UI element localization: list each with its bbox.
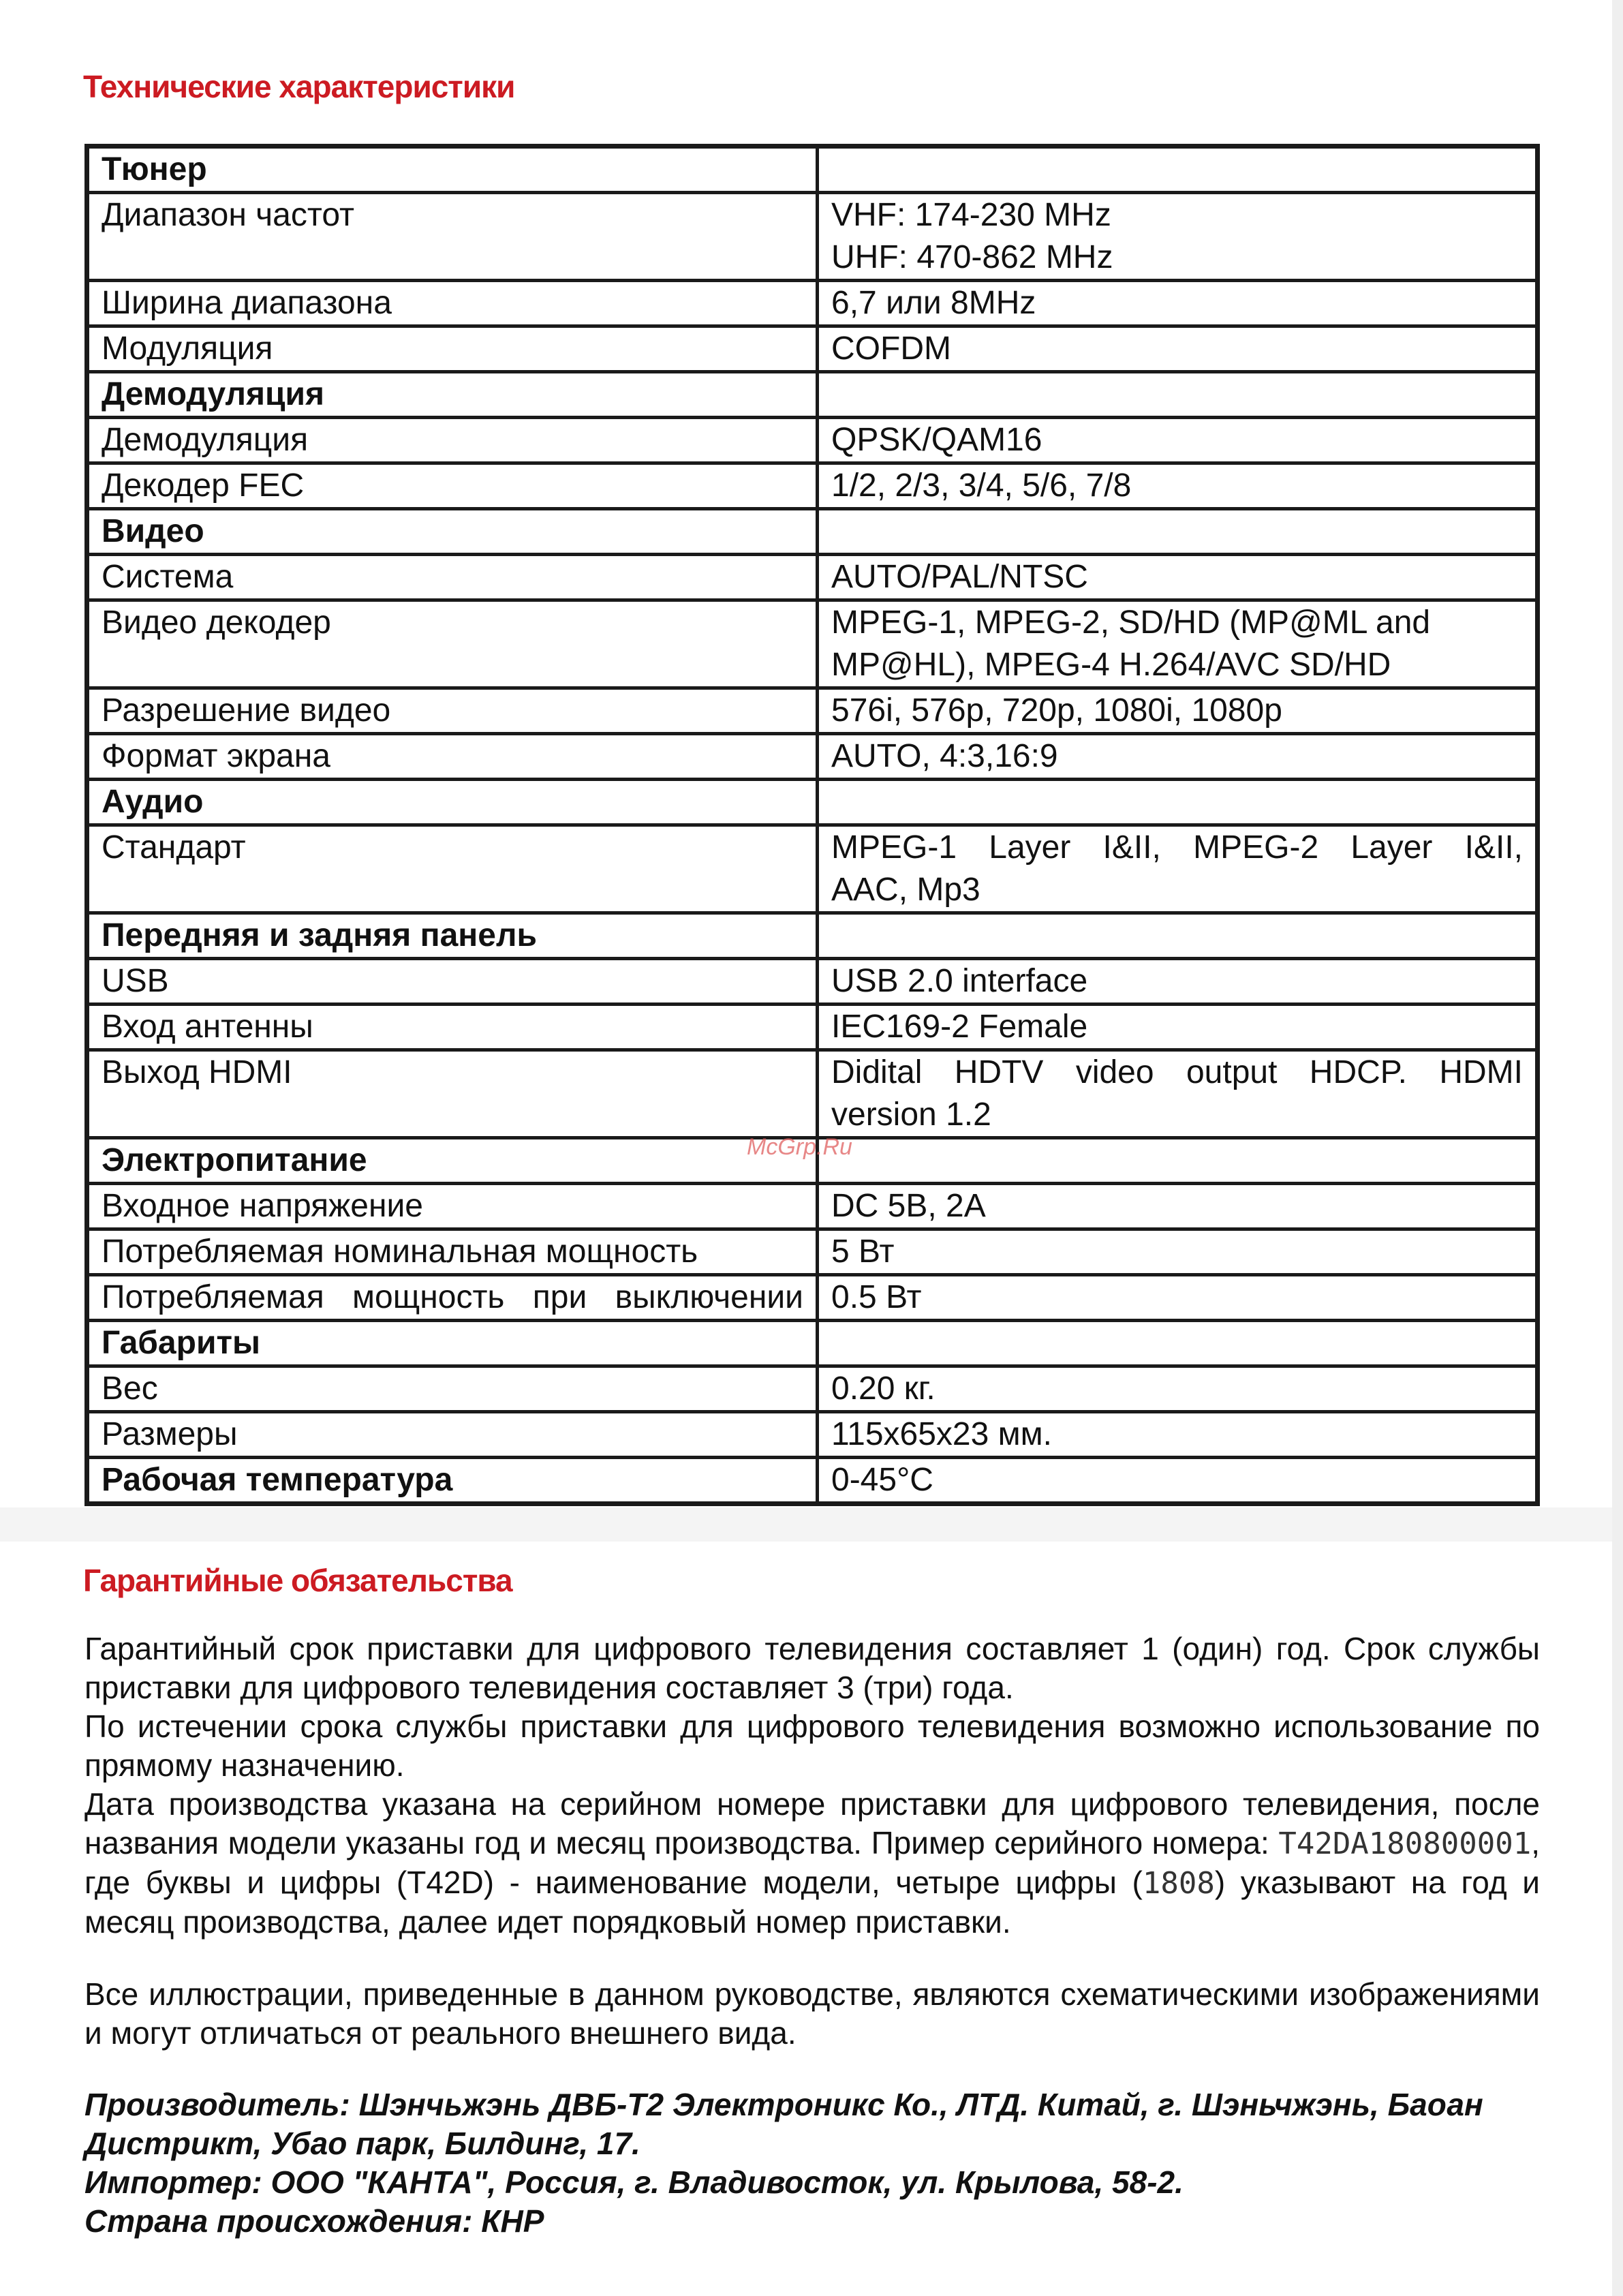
serial-number: T42DA180800001: [1278, 1826, 1532, 1861]
manufacturer-info: [84, 2085, 1540, 2241]
spec-label: USB: [87, 959, 818, 1005]
year-month-code: 1808: [1142, 1866, 1215, 1901]
spec-value: [818, 600, 1538, 688]
spec-value: [818, 463, 1538, 509]
spec-row: [87, 1412, 1538, 1458]
spec-value: [818, 1229, 1538, 1275]
spec-row: [87, 463, 1538, 509]
spec-value: [818, 193, 1538, 281]
spec-section-row: [87, 1321, 1538, 1366]
spec-value-line: COFDM: [831, 331, 951, 367]
spec-label: Разрешение видео: [87, 688, 818, 734]
spec-value: [818, 1275, 1538, 1321]
spec-value-line: UHF: 470-862 MHz: [831, 239, 1113, 275]
spec-label: Стандарт: [87, 825, 818, 913]
spec-value: [818, 959, 1538, 1005]
spec-row: [87, 734, 1538, 780]
spec-table: [84, 144, 1540, 1506]
illustrations-note: [84, 1975, 1540, 2053]
spec-label: Потребляемая номинальная мощность: [87, 1229, 818, 1275]
spec-section-row: [87, 780, 1538, 825]
spec-label: Система: [87, 555, 818, 600]
spec-section-label: Тюнер: [87, 147, 818, 193]
spec-section-row: [87, 372, 1538, 418]
serial-intro: Дата производства указана на серийном номере приставки для цифрового телевидения, после названия модели указаны год и месяц производства. Пример серийного номера:: [84, 1786, 1540, 1861]
spec-row: [87, 1275, 1538, 1321]
warranty-paragraph-3: [84, 1785, 1540, 1942]
spec-section-label: Рабочая температура: [87, 1458, 818, 1504]
importer-line: Импортер: ООО "КАНТА", Россия, г. Владивосток, ул. Крылова, 58-2.: [84, 2164, 1184, 2200]
spec-section-label: Аудио: [87, 780, 818, 825]
spec-value-line: IEC169-2 Female: [831, 1009, 1088, 1045]
spec-value: [818, 326, 1538, 372]
origin-line: Страна происхождения: КНР: [84, 2203, 544, 2239]
spec-value-line: AUTO/PAL/NTSC: [831, 559, 1088, 595]
spec-section-title: Технические характеристики: [83, 69, 515, 104]
spec-label: Входное напряжение: [87, 1184, 818, 1229]
warranty-text: [84, 1629, 1540, 1942]
spec-value-line: VHF: 174-230 MHz: [831, 197, 1111, 233]
spec-value: [818, 281, 1538, 326]
spec-row: [87, 555, 1538, 600]
spec-row: [87, 418, 1538, 463]
spec-value-line: 576i, 576p, 720p, 1080i, 1080p: [831, 692, 1282, 729]
spec-row: [87, 193, 1538, 281]
serial-explanation-end: ) указывают на год и месяц производства, далее идет порядковый номер приставки.: [84, 1865, 1541, 1940]
page-edge: [1612, 0, 1623, 2296]
spec-section-label: Электропитание: [87, 1138, 818, 1184]
spec-value-line: 6,7 или 8MHz: [831, 285, 1036, 321]
spec-section-label: Демодуляция: [87, 372, 818, 418]
spec-value: [818, 509, 1538, 555]
spec-row: [87, 959, 1538, 1005]
spec-value-line: AAC, Mp3: [831, 872, 980, 908]
spec-row: [87, 1005, 1538, 1050]
spec-value-line: Didital HDTV video output HDCP. HDMI: [831, 1054, 1523, 1090]
spec-value-line: MP@HL), MPEG-4 H.264/AVC SD/HD: [831, 647, 1391, 683]
spec-value-line: DC 5B, 2A: [831, 1188, 986, 1224]
spec-value-line: 1/2, 2/3, 3/4, 5/6, 7/8: [831, 468, 1132, 504]
page-separator: [0, 1507, 1623, 1542]
spec-value-line: MPEG-1, MPEG-2, SD/HD (MP@ML and: [831, 604, 1431, 641]
spec-section-label: Габариты: [87, 1321, 818, 1366]
warranty-section-title: Гарантийные обязательства: [83, 1563, 512, 1598]
serial-explanation: , где буквы и цифры (T42D) - наименование модели, четыре цифры (: [84, 1825, 1540, 1900]
spec-value: [818, 913, 1538, 959]
spec-value-line: version 1.2: [831, 1097, 991, 1133]
warranty-paragraph-1: Гарантийный срок приставки для цифрового телевидения составляет 1 (один) год. Срок службы приставки для цифрового телевидения составляет 3 (три) года.: [84, 1631, 1540, 1705]
spec-label: Выход HDMI: [87, 1050, 818, 1138]
spec-section-label: Передняя и задняя панель: [87, 913, 818, 959]
spec-label: Размеры: [87, 1412, 818, 1458]
spec-row: [87, 825, 1538, 913]
spec-value: [818, 825, 1538, 913]
spec-label: Видео декодер: [87, 600, 818, 688]
spec-value: [818, 1005, 1538, 1050]
spec-value: [818, 1050, 1538, 1138]
spec-row: [87, 688, 1538, 734]
spec-section-row: [87, 147, 1538, 193]
spec-value: [818, 555, 1538, 600]
spec-value: [818, 1366, 1538, 1412]
spec-value: [818, 1138, 1538, 1184]
spec-value-line: 0.5 Вт: [831, 1279, 922, 1315]
spec-label: Потребляемая мощность при выключении: [87, 1275, 818, 1321]
spec-value-line: AUTO, 4:3,16:9: [831, 738, 1058, 774]
spec-value-line: USB 2.0 interface: [831, 963, 1088, 999]
spec-value: [818, 1184, 1538, 1229]
warranty-paragraph-2: По истечении срока службы приставки для цифрового телевидения возможно использование по прямому назначению.: [84, 1709, 1540, 1783]
spec-section-label: Видео: [87, 509, 818, 555]
spec-value-line: QPSK/QAM16: [831, 422, 1042, 458]
spec-row: [87, 600, 1538, 688]
spec-label: Вес: [87, 1366, 818, 1412]
watermark: McGrp.Ru: [747, 1134, 852, 1160]
spec-value-line: 5 Вт: [831, 1234, 895, 1270]
spec-value: [818, 1321, 1538, 1366]
spec-value: [818, 147, 1538, 193]
spec-row: [87, 281, 1538, 326]
manufacturer-line: Производитель: Шэнчьжэнь ДВБ-Т2 Электроникс Ко., ЛТД. Китай, г. Шэньчжэнь, Баоан Дистрикт, Убао парк, Билдинг, 17.: [84, 2087, 1483, 2161]
spec-section-row: [87, 1458, 1538, 1504]
spec-value: [818, 688, 1538, 734]
spec-value: 0-45°C: [818, 1458, 1538, 1504]
spec-label: Демодуляция: [87, 418, 818, 463]
spec-row: [87, 326, 1538, 372]
spec-value: [818, 780, 1538, 825]
spec-row: [87, 1366, 1538, 1412]
spec-label: Модуляция: [87, 326, 818, 372]
spec-row: [87, 1184, 1538, 1229]
spec-label: Формат экрана: [87, 734, 818, 780]
spec-label: Вход антенны: [87, 1005, 818, 1050]
spec-value: [818, 418, 1538, 463]
spec-value: [818, 734, 1538, 780]
spec-label: Диапазон частот: [87, 193, 818, 281]
spec-value: [818, 1412, 1538, 1458]
spec-section-row: [87, 509, 1538, 555]
spec-row: [87, 1229, 1538, 1275]
illustrations-note-text: Все иллюстрации, приведенные в данном руководстве, являются схематическими изображениями и могут отличаться от реального внешнего вида.: [84, 1976, 1540, 2051]
spec-value-line: 0.20 кг.: [831, 1371, 936, 1407]
spec-label: Ширина диапазона: [87, 281, 818, 326]
spec-row: [87, 1050, 1538, 1138]
spec-value-line: 115x65x23 мм.: [831, 1416, 1052, 1452]
spec-value-line: MPEG-1 Layer I&II, MPEG-2 Layer I&II,: [831, 829, 1523, 866]
spec-value: [818, 372, 1538, 418]
spec-section-row: [87, 913, 1538, 959]
spec-label: Декодер FEC: [87, 463, 818, 509]
